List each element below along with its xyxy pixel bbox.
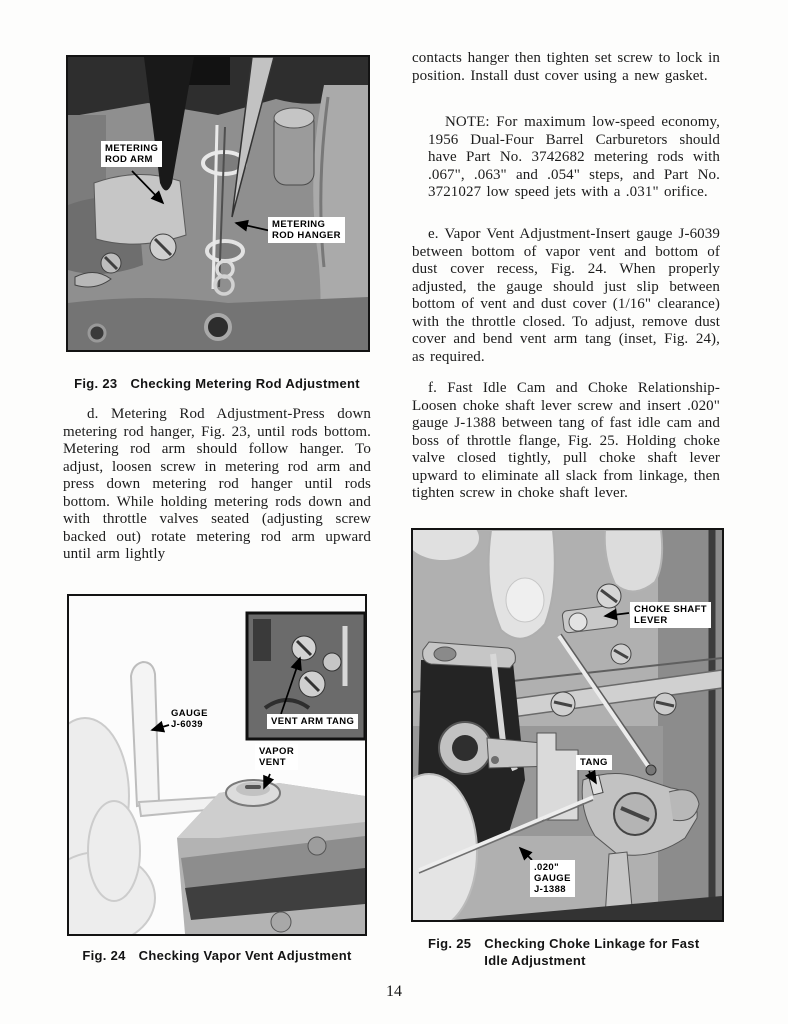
figure-23-photo [66, 55, 370, 352]
figure-25-caption-text: Checking Choke Linkage for Fast Idle Adjustment [484, 936, 700, 968]
paragraph-f: f. Fast Idle Cam and Choke Relationship-Loosen choke shaft lever screw and insert .020" gauge J-1388 between tang of fast idle cam and boss of throttle flange, Fig. 25. Holding choke valve closed tightly, pull choke shaft lever upward to eliminate all slack from linkage, then tighten screw in choke shaft lever. [412, 380, 720, 501]
figure-24-art [69, 596, 365, 934]
figure-23-number: Fig. 23 [74, 376, 118, 391]
note-paragraph: NOTE: For maximum low-speed economy, 1956 Dual-Four Barrel Carburetors should have Part No. 3742682 metering rods with .067", .063" and .054" steps, and Part No. 3721027 low speed jets with a .031" orifice. [428, 114, 720, 200]
figure-24-photo [67, 594, 367, 936]
label-tang: TANG [576, 755, 612, 770]
page-number: 14 [386, 983, 402, 1000]
paragraph-d: d. Metering Rod Adjustment-Press down metering rod hanger, Fig. 23, until rods bottom. Metering rod arm should follow hanger. To adjust, loosen screw in metering rod arm and press down metering rod hanger until rods bottom. While holding metering rods down and with throttle valves seated (adjusting screw backed out) rotate metering rod arm upward until arm lightly [63, 406, 371, 562]
figure-23-caption [63, 376, 371, 391]
label-vent-arm-tang: VENT ARM TANG [267, 714, 358, 729]
figure-25-number: Fig. 25 [428, 936, 472, 951]
label-vapor-vent: VAPOR VENT [255, 744, 298, 770]
paragraph-e: e. Vapor Vent Adjustment-Insert gauge J-6039 between bottom of vapor vent and bottom of dust cover recess, Fig. 24. When properly adjusted, the gauge should just slip between bottom of vent and dust cover (1/16" clearance) with the throttle closed. To adjust, remove dust cover and bend vent arm tang (inset, Fig. 24), as required. [412, 226, 720, 365]
figure-23-art [68, 57, 368, 350]
figure-24-number: Fig. 24 [82, 948, 126, 963]
figure-25-photo [411, 528, 724, 922]
label-gauge-j6039: GAUGE J-6039 [171, 708, 208, 730]
label-020-gauge-j1388: .020" GAUGE J-1388 [530, 860, 575, 897]
figure-24-caption-text: Checking Vapor Vent Adjustment [138, 948, 352, 963]
label-choke-shaft-lever: CHOKE SHAFT LEVER [630, 602, 711, 628]
label-metering-rod-hanger: METERING ROD HANGER [268, 217, 345, 243]
figure-25-caption [428, 936, 722, 969]
figure-23-caption-text: Checking Metering Rod Adjustment [130, 376, 360, 391]
paragraph-d-continuation: contacts hanger then tighten set screw to lock in position. Install dust cover using a new gasket. [412, 50, 720, 84]
figure-24-caption [63, 948, 371, 963]
label-metering-rod-arm: METERING ROD ARM [101, 141, 162, 167]
